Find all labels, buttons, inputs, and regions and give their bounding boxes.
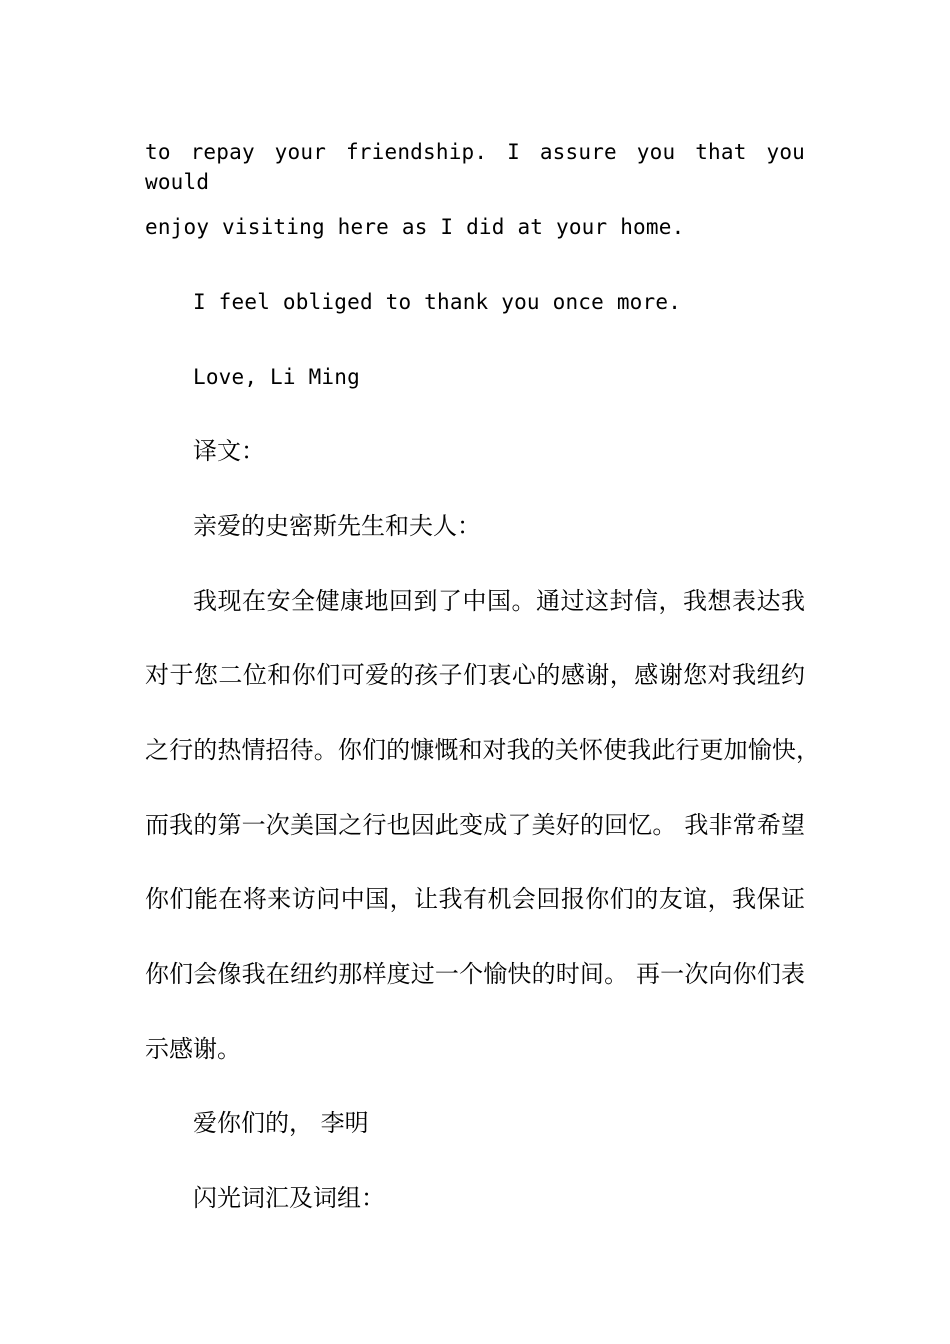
chinese-text-line: 你们会像我在纽约那样度过一个愉快的时间。 再一次向你们表 (145, 960, 805, 988)
english-text-line: to repay your friendship. I assure you that you would (145, 140, 805, 194)
chinese-text-line: 而我的第一次美国之行也因此变成了美好的回忆。 我非常希望 (145, 811, 805, 839)
chinese-text-line: 对于您二位和你们可爱的孩子们衷心的感谢，感谢您对我纽约 (145, 661, 805, 689)
letter-signoff-english: Love, Li Ming (193, 365, 360, 389)
translation-heading: 译文： (193, 437, 265, 465)
chinese-text-line: 之行的热情招待。你们的慷慨和对我的关怀使我此行更加愉快， (145, 736, 820, 764)
chinese-text-line: 你们能在将来访问中国，让我有机会回报你们的友谊，我保证 (145, 885, 805, 913)
english-text-line: enjoy visiting here as I did at your home. (145, 215, 685, 239)
letter-closing: 爱你们的， 李明 (193, 1109, 369, 1137)
chinese-text-line: 我现在安全健康地回到了中国。通过这封信，我想表达我 (193, 587, 805, 615)
vocabulary-heading: 闪光词汇及词组： (193, 1184, 385, 1212)
chinese-text-line: 示感谢。 (145, 1035, 241, 1063)
letter-salutation: 亲爱的史密斯先生和夫人： (193, 512, 481, 540)
english-text-line: I feel obliged to thank you once more. (193, 290, 682, 314)
